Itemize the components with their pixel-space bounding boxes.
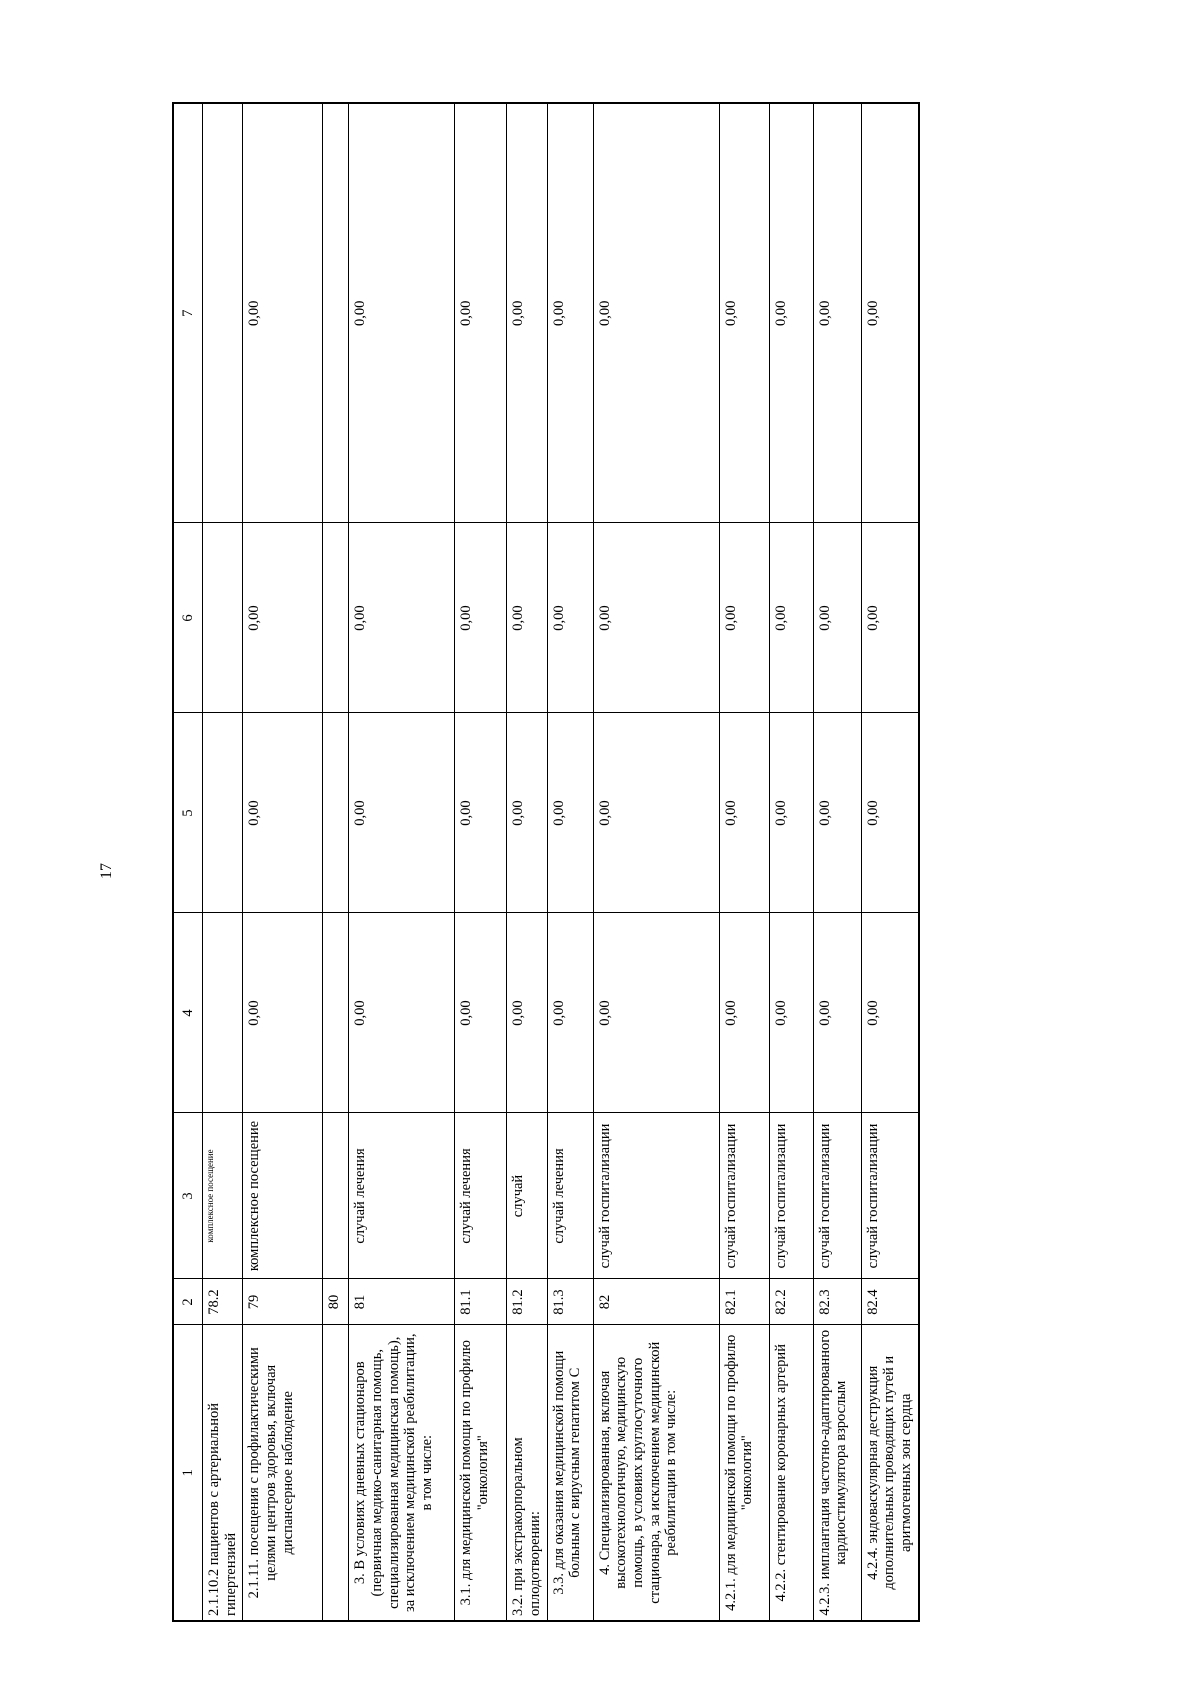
row-value: 0,00: [455, 913, 507, 1113]
row-unit: случай лечения: [349, 1113, 455, 1279]
row-value: 0,00: [547, 913, 593, 1113]
row-value: 0,00: [719, 913, 769, 1113]
row-name: 2.1.11. посещения с профилактическими целями центров здоровья, включая диспансерное наблюдение: [243, 1325, 323, 1621]
row-name: 4.2.1. для медицинской помощи по профилю "онкология": [719, 1325, 769, 1621]
row-code: 81: [349, 1279, 455, 1325]
header-cell: 4: [173, 913, 203, 1113]
table-row: [349, 103, 455, 1621]
row-code: 82: [593, 1279, 719, 1325]
row-value: 0,00: [547, 523, 593, 713]
row-value: 0,00: [507, 713, 547, 913]
row-name: 4.2.4. эндоваскулярная деструкция дополнительных проводящих путей и аритмогенных зон сердца: [861, 1325, 919, 1621]
row-name: 3. В условиях дневных стационаров (первичная медико-санитарная помощь, специализированная медицинская помощь), за исключением медицинской реабилитации, в том числе:: [349, 1325, 455, 1621]
row-value: 0,00: [593, 103, 719, 523]
row-value: 0,00: [861, 713, 919, 913]
row-code: 82.4: [861, 1279, 919, 1325]
header-cell: 6: [173, 523, 203, 713]
row-value: 0,00: [769, 913, 813, 1113]
page-number: 17: [98, 863, 115, 879]
row-name: 3.3. для оказания медицинской помощи больным с вирусным гепатитом С: [547, 1325, 593, 1621]
row-value: 0,00: [813, 713, 861, 913]
row-unit: случай госпитализации: [719, 1113, 769, 1279]
table-header-row: [173, 103, 203, 1621]
row-value: 0,00: [547, 103, 593, 523]
row-unit: случай госпитализации: [813, 1113, 861, 1279]
header-cell: 7: [173, 103, 203, 523]
row-code: 81.3: [547, 1279, 593, 1325]
row-value: 0,00: [507, 103, 547, 523]
row-value: [323, 713, 349, 913]
row-value: 0,00: [243, 523, 323, 713]
table-row: [547, 103, 593, 1621]
row-value: [203, 713, 243, 913]
row-value: 0,00: [243, 913, 323, 1113]
row-value: 0,00: [813, 103, 861, 523]
table-row: [507, 103, 547, 1621]
row-unit: случай госпитализации: [861, 1113, 919, 1279]
row-name: 4.2.3. имплантация частотно-адаптированного кардиостимулятора взрослым: [813, 1325, 861, 1621]
row-unit: случай госпитализации: [593, 1113, 719, 1279]
row-unit: случай лечения: [547, 1113, 593, 1279]
row-value: 0,00: [455, 713, 507, 913]
row-unit: случай лечения: [455, 1113, 507, 1279]
header-cell: 3: [173, 1113, 203, 1279]
row-code: 82.3: [813, 1279, 861, 1325]
table-row: [769, 103, 813, 1621]
row-code: 78.2: [203, 1279, 243, 1325]
row-unit: случай: [507, 1113, 547, 1279]
row-name: 2.1.10.2 пациентов с артериальной гипертензией: [203, 1325, 243, 1621]
row-value: 0,00: [769, 713, 813, 913]
row-value: [203, 523, 243, 713]
row-value: 0,00: [507, 523, 547, 713]
row-value: 0,00: [861, 523, 919, 713]
row-value: 0,00: [593, 523, 719, 713]
row-value: 0,00: [593, 713, 719, 913]
row-value: 0,00: [719, 523, 769, 713]
row-code: 82.1: [719, 1279, 769, 1325]
row-name: [323, 1325, 349, 1621]
row-code: 82.2: [769, 1279, 813, 1325]
row-value: 0,00: [813, 913, 861, 1113]
row-value: 0,00: [349, 523, 455, 713]
row-value: 0,00: [861, 103, 919, 523]
row-value: 0,00: [547, 713, 593, 913]
row-name: 3.2. при экстракорпоральном оплодотворении:: [507, 1325, 547, 1621]
row-value: [323, 913, 349, 1113]
row-code: 79: [243, 1279, 323, 1325]
row-value: [203, 103, 243, 523]
row-value: 0,00: [861, 913, 919, 1113]
row-value: 0,00: [243, 103, 323, 523]
header-cell: 2: [173, 1279, 203, 1325]
row-value: 0,00: [349, 913, 455, 1113]
row-unit: [323, 1113, 349, 1279]
row-value: 0,00: [593, 913, 719, 1113]
row-value: 0,00: [769, 103, 813, 523]
table-row: [593, 103, 719, 1621]
row-name: 4.2.2. стентирование коронарных артерий: [769, 1325, 813, 1621]
row-value: 0,00: [719, 103, 769, 523]
table-row: [323, 103, 349, 1621]
row-value: [203, 913, 243, 1113]
row-name: 4. Специализированная, включая высокотехнологичную, медицинскую помощь, в условиях круглосуточного стационара, за исключением медицинской реабилитации в том числе:: [593, 1325, 719, 1621]
table-row: [813, 103, 861, 1621]
data-table: [172, 102, 920, 1622]
row-code: 80: [323, 1279, 349, 1325]
row-value: 0,00: [507, 913, 547, 1113]
row-value: 0,00: [769, 523, 813, 713]
table-row: [243, 103, 323, 1621]
table-row: [455, 103, 507, 1621]
table-row: [719, 103, 769, 1621]
row-value: 0,00: [719, 713, 769, 913]
row-value: 0,00: [455, 103, 507, 523]
row-unit: комплексное посещение: [243, 1113, 323, 1279]
row-code: 81.1: [455, 1279, 507, 1325]
row-value: 0,00: [243, 713, 323, 913]
row-value: 0,00: [813, 523, 861, 713]
row-value: 0,00: [349, 713, 455, 913]
rotated-table-wrapper: [172, 102, 920, 1622]
row-value: [323, 523, 349, 713]
row-value: 0,00: [349, 103, 455, 523]
row-code: 81.2: [507, 1279, 547, 1325]
header-cell: 1: [173, 1325, 203, 1621]
row-value: [323, 103, 349, 523]
header-cell: 5: [173, 713, 203, 913]
table-row: [203, 103, 243, 1621]
row-unit: случай госпитализации: [769, 1113, 813, 1279]
row-value: 0,00: [455, 523, 507, 713]
table-row: [861, 103, 919, 1621]
row-unit: комплексное посещение: [203, 1113, 243, 1279]
row-name: 3.1. для медицинской помощи по профилю "онкология": [455, 1325, 507, 1621]
